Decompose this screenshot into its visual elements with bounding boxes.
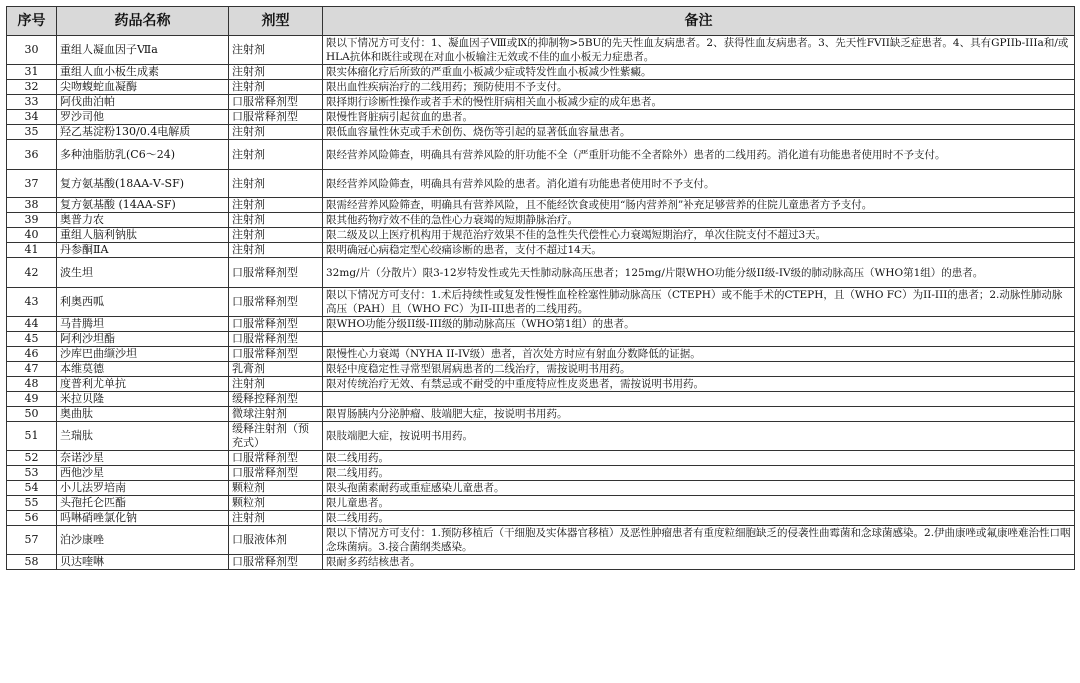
cell-no: 48 — [7, 377, 57, 392]
cell-note — [323, 392, 1075, 407]
table-row — [7, 451, 1075, 466]
cell-note: 限以下情况方可支付：1、凝血因子Ⅷ或Ⅸ的抑制物>5BU的先天性血友病患者。2、获得性血友病患者。3、先天性FVII缺乏症患者。4、具有GPIIb-IIIa和/或HLA抗体和既往或现在对血小板输注无效或不佳的血小板无力症患者。 — [323, 36, 1075, 65]
cell-dosage-form: 注射剂 — [229, 511, 323, 526]
cell-drug-name: 复方氨基酸 (14AA-SF) — [57, 198, 229, 213]
table-row — [7, 213, 1075, 228]
cell-drug-name: 复方氨基酸(18AA-Ⅴ-SF) — [57, 170, 229, 198]
table-row — [7, 407, 1075, 422]
table-row — [7, 80, 1075, 95]
cell-note: 限对传统治疗无效、有禁忌或不耐受的中重度特应性皮炎患者，需按说明书用药。 — [323, 377, 1075, 392]
cell-note: 限二线用药。 — [323, 511, 1075, 526]
cell-dosage-form: 口服常释剂型 — [229, 555, 323, 570]
header-no: 序号 — [7, 7, 57, 36]
cell-drug-name: 重组人脑利钠肽 — [57, 228, 229, 243]
cell-note: 限经营养风险筛查，明确具有营养风险的患者。消化道有功能患者使用时不予支付。 — [323, 170, 1075, 198]
table-row — [7, 526, 1075, 555]
cell-no: 45 — [7, 332, 57, 347]
cell-dosage-form: 缓释注射剂（预充式） — [229, 422, 323, 451]
cell-note: 限二级及以上医疗机构用于规范治疗效果不佳的急性失代偿性心力衰竭短期治疗，单次住院支付不超过3天。 — [323, 228, 1075, 243]
header-note: 备注 — [323, 7, 1075, 36]
cell-drug-name: 奥曲肽 — [57, 407, 229, 422]
cell-drug-name: 多种油脂肪乳(C6～24) — [57, 140, 229, 170]
cell-note: 限耐多药结核患者。 — [323, 555, 1075, 570]
cell-note: 限胃肠胰内分泌肿瘤、肢端肥大症，按说明书用药。 — [323, 407, 1075, 422]
cell-drug-name: 本维莫德 — [57, 362, 229, 377]
cell-drug-name: 马昔腾坦 — [57, 317, 229, 332]
table-row — [7, 258, 1075, 288]
cell-drug-name: 贝达喹啉 — [57, 555, 229, 570]
cell-no: 49 — [7, 392, 57, 407]
cell-dosage-form: 注射剂 — [229, 377, 323, 392]
cell-note: 限WHO功能分级II级-III级的肺动脉高压（WHO第1组）的患者。 — [323, 317, 1075, 332]
cell-dosage-form: 口服常释剂型 — [229, 288, 323, 317]
cell-no: 53 — [7, 466, 57, 481]
cell-dosage-form: 注射剂 — [229, 198, 323, 213]
table-row — [7, 288, 1075, 317]
cell-note: 限明确冠心病稳定型心绞痛诊断的患者，支付不超过14天。 — [323, 243, 1075, 258]
cell-note: 限其他药物疗效不佳的急性心力衰竭的短期静脉治疗。 — [323, 213, 1075, 228]
table-row — [7, 392, 1075, 407]
table-body — [7, 36, 1075, 570]
cell-note: 限慢性肾脏病引起贫血的患者。 — [323, 110, 1075, 125]
cell-no: 47 — [7, 362, 57, 377]
cell-note: 限二线用药。 — [323, 466, 1075, 481]
table-row — [7, 466, 1075, 481]
cell-drug-name: 罗沙司他 — [57, 110, 229, 125]
cell-note: 限头孢菌素耐药或重症感染儿童患者。 — [323, 481, 1075, 496]
cell-note: 限慢性心力衰竭（NYHA II-IV级）患者，首次处方时应有射血分数降低的证据。 — [323, 347, 1075, 362]
cell-drug-name: 沙库巴曲缬沙坦 — [57, 347, 229, 362]
cell-no: 52 — [7, 451, 57, 466]
cell-dosage-form: 注射剂 — [229, 140, 323, 170]
cell-drug-name: 兰瑞肽 — [57, 422, 229, 451]
cell-dosage-form: 注射剂 — [229, 65, 323, 80]
cell-note: 限需经营养风险筛查，明确具有营养风险，且不能经饮食或使用“肠内营养剂”补充足够营养的住院儿童患者方予支付。 — [323, 198, 1075, 213]
cell-note: 限以下情况方可支付：1.预防移植后（干细胞及实体器官移植）及恶性肿瘤患者有重度粒细胞缺乏的侵袭性曲霉菌和念球菌感染。2.伊曲康唑或氟康唑难治性口咽念珠菌病。3.接合菌纲类感染。 — [323, 526, 1075, 555]
cell-note: 32mg/片（分散片）限3-12岁特发性或先天性肺动脉高压患者；125mg/片限WHO功能分级II级-IV级的肺动脉高压（WHO第1组）的患者。 — [323, 258, 1075, 288]
table-row — [7, 481, 1075, 496]
cell-no: 40 — [7, 228, 57, 243]
cell-no: 41 — [7, 243, 57, 258]
header-name: 药品名称 — [57, 7, 229, 36]
cell-note: 限肢端肥大症，按说明书用药。 — [323, 422, 1075, 451]
table-header — [7, 7, 1075, 36]
cell-drug-name: 奈诺沙星 — [57, 451, 229, 466]
cell-note: 限以下情况方可支付：1.术后持续性或复发性慢性血栓栓塞性肺动脉高压（CTEPH）或不能手术的CTEPH，且（WHO FC）为II-III的患者；2.动脉性肺动脉高压（PAH）且（WHO FC）为II-III患者的二线用药。 — [323, 288, 1075, 317]
cell-dosage-form: 口服常释剂型 — [229, 332, 323, 347]
cell-note: 限出血性疾病治疗的二线用药；预防使用不予支付。 — [323, 80, 1075, 95]
cell-no: 44 — [7, 317, 57, 332]
cell-no: 42 — [7, 258, 57, 288]
cell-note: 限低血容量性休克或手术创伤、烧伤等引起的显著低血容量患者。 — [323, 125, 1075, 140]
table-row — [7, 243, 1075, 258]
cell-dosage-form: 口服常释剂型 — [229, 347, 323, 362]
cell-dosage-form: 注射剂 — [229, 36, 323, 65]
table-row — [7, 65, 1075, 80]
cell-no: 35 — [7, 125, 57, 140]
cell-drug-name: 小儿法罗培南 — [57, 481, 229, 496]
header-form: 剂型 — [229, 7, 323, 36]
cell-dosage-form: 注射剂 — [229, 243, 323, 258]
cell-dosage-form: 注射剂 — [229, 213, 323, 228]
cell-drug-name: 泊沙康唑 — [57, 526, 229, 555]
cell-dosage-form: 注射剂 — [229, 228, 323, 243]
cell-drug-name: 吗啉硝唑氯化钠 — [57, 511, 229, 526]
cell-dosage-form: 颗粒剂 — [229, 496, 323, 511]
cell-note: 限实体瘤化疗后所致的严重血小板减少症或特发性血小板减少性紫癜。 — [323, 65, 1075, 80]
cell-note: 限轻中度稳定性寻常型银屑病患者的二线治疗，需按说明书用药。 — [323, 362, 1075, 377]
cell-dosage-form: 口服常释剂型 — [229, 317, 323, 332]
cell-dosage-form: 乳膏剂 — [229, 362, 323, 377]
cell-no: 57 — [7, 526, 57, 555]
cell-drug-name: 重组人血小板生成素 — [57, 65, 229, 80]
cell-note: 限择期行诊断性操作或者手术的慢性肝病相关血小板减少症的成年患者。 — [323, 95, 1075, 110]
cell-note: 限儿童患者。 — [323, 496, 1075, 511]
cell-no: 32 — [7, 80, 57, 95]
cell-no: 43 — [7, 288, 57, 317]
table-row — [7, 140, 1075, 170]
table-row — [7, 95, 1075, 110]
drug-table — [6, 6, 1075, 570]
cell-no: 34 — [7, 110, 57, 125]
cell-no: 30 — [7, 36, 57, 65]
cell-drug-name: 阿利沙坦酯 — [57, 332, 229, 347]
cell-drug-name: 米拉贝隆 — [57, 392, 229, 407]
cell-note — [323, 332, 1075, 347]
header-row — [7, 7, 1075, 36]
cell-drug-name: 羟乙基淀粉130/0.4电解质 — [57, 125, 229, 140]
cell-drug-name: 利奥西呱 — [57, 288, 229, 317]
cell-no: 50 — [7, 407, 57, 422]
cell-drug-name: 头孢托仑匹酯 — [57, 496, 229, 511]
table-row — [7, 36, 1075, 65]
drug-table-container — [6, 6, 1074, 570]
cell-drug-name: 重组人凝血因子Ⅶa — [57, 36, 229, 65]
cell-dosage-form: 颗粒剂 — [229, 481, 323, 496]
table-row — [7, 198, 1075, 213]
cell-no: 39 — [7, 213, 57, 228]
cell-dosage-form: 注射剂 — [229, 80, 323, 95]
cell-no: 37 — [7, 170, 57, 198]
cell-drug-name: 西他沙星 — [57, 466, 229, 481]
cell-dosage-form: 口服常释剂型 — [229, 95, 323, 110]
cell-drug-name: 丹参酮ⅡA — [57, 243, 229, 258]
cell-no: 51 — [7, 422, 57, 451]
cell-no: 38 — [7, 198, 57, 213]
cell-no: 54 — [7, 481, 57, 496]
cell-drug-name: 尖吻蝮蛇血凝酶 — [57, 80, 229, 95]
cell-no: 46 — [7, 347, 57, 362]
cell-no: 56 — [7, 511, 57, 526]
cell-dosage-form: 微球注射剂 — [229, 407, 323, 422]
table-row — [7, 170, 1075, 198]
table-row — [7, 511, 1075, 526]
cell-dosage-form: 口服常释剂型 — [229, 110, 323, 125]
table-row — [7, 228, 1075, 243]
table-row — [7, 555, 1075, 570]
cell-note: 限经营养风险筛查，明确具有营养风险的肝功能不全（严重肝功能不全者除外）患者的二线用药。消化道有功能患者使用时不予支付。 — [323, 140, 1075, 170]
table-row — [7, 125, 1075, 140]
cell-drug-name: 度普利尤单抗 — [57, 377, 229, 392]
cell-dosage-form: 缓释控释剂型 — [229, 392, 323, 407]
cell-no: 36 — [7, 140, 57, 170]
cell-dosage-form: 注射剂 — [229, 125, 323, 140]
table-row — [7, 332, 1075, 347]
table-row — [7, 347, 1075, 362]
cell-no: 33 — [7, 95, 57, 110]
cell-dosage-form: 口服液体剂 — [229, 526, 323, 555]
cell-no: 58 — [7, 555, 57, 570]
table-row — [7, 496, 1075, 511]
table-row — [7, 110, 1075, 125]
cell-dosage-form: 口服常释剂型 — [229, 466, 323, 481]
table-row — [7, 317, 1075, 332]
cell-dosage-form: 口服常释剂型 — [229, 258, 323, 288]
cell-no: 55 — [7, 496, 57, 511]
cell-drug-name: 阿伐曲泊帕 — [57, 95, 229, 110]
cell-dosage-form: 注射剂 — [229, 170, 323, 198]
cell-no: 31 — [7, 65, 57, 80]
table-row — [7, 377, 1075, 392]
table-row — [7, 362, 1075, 377]
table-row — [7, 422, 1075, 451]
cell-drug-name: 奥普力农 — [57, 213, 229, 228]
cell-dosage-form: 口服常释剂型 — [229, 451, 323, 466]
cell-drug-name: 波生坦 — [57, 258, 229, 288]
cell-note: 限二线用药。 — [323, 451, 1075, 466]
